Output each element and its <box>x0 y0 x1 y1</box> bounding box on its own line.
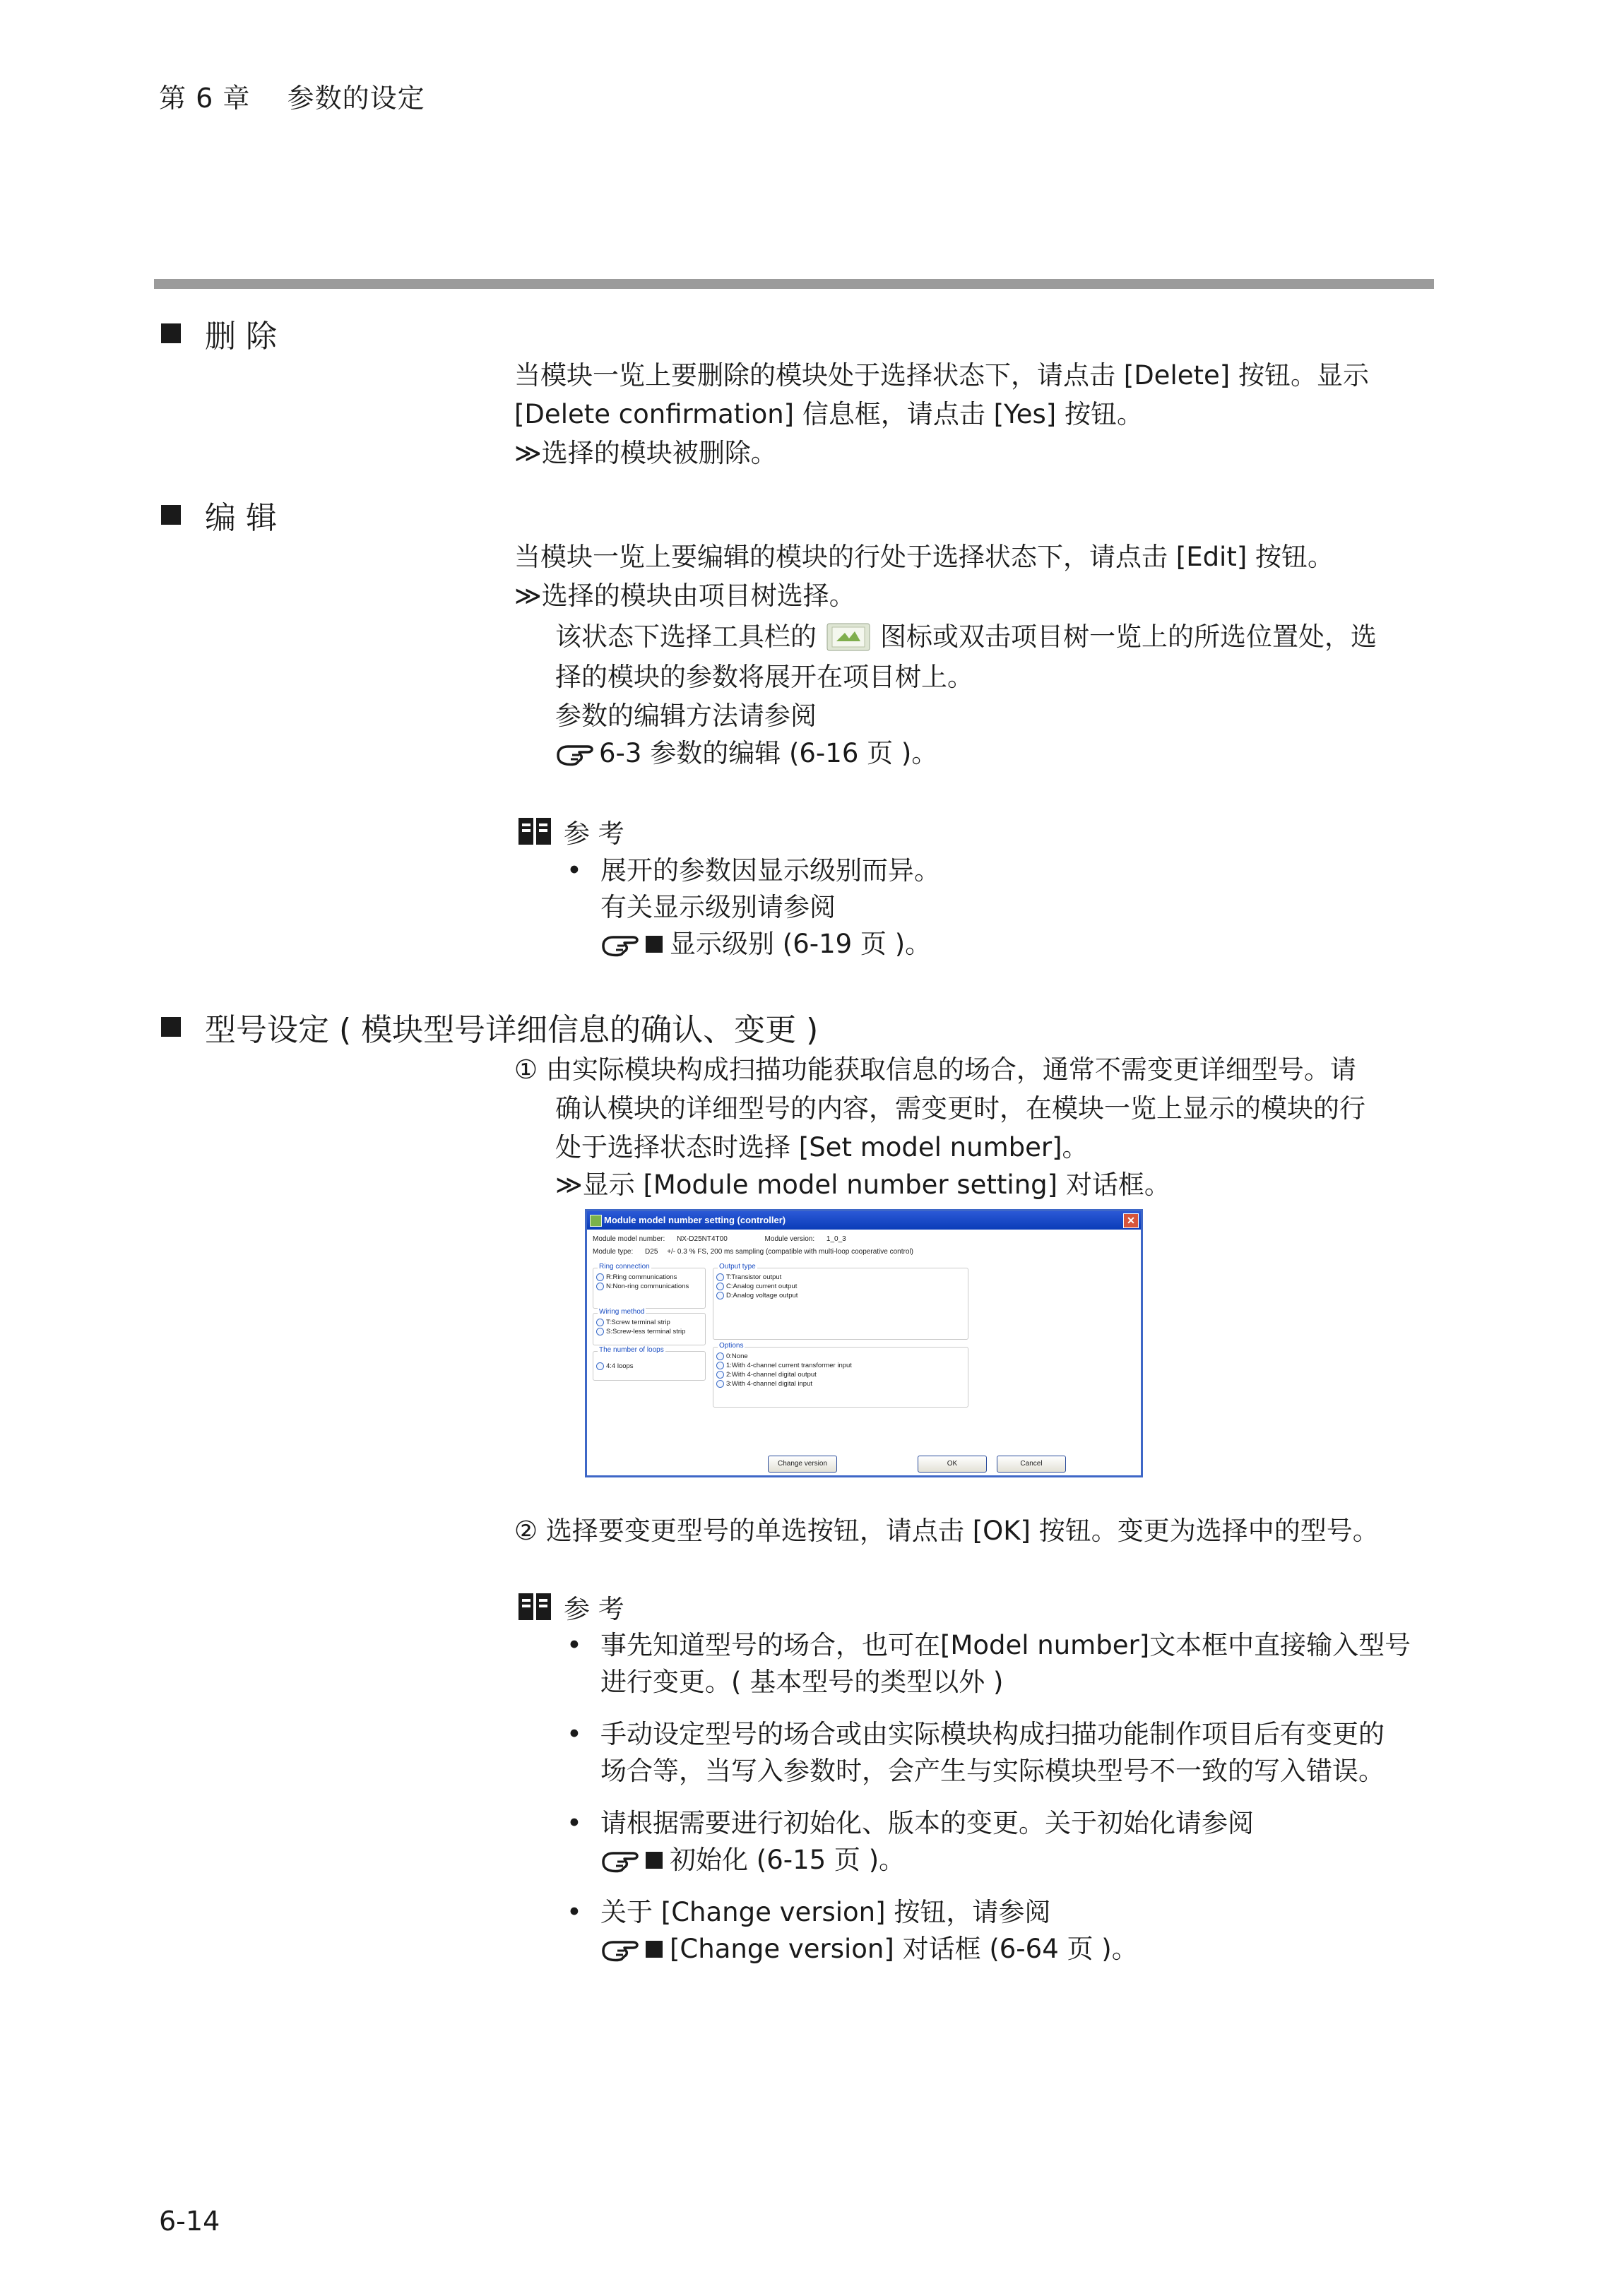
pointing-hand-icon <box>600 930 640 957</box>
edit-line-5: 参数的编辑方法请参阅 <box>555 701 817 731</box>
edit-line-1: 当模块一览上要编辑的模块的行处于选择状态下，请点击 [Edit] 按钮。 <box>514 542 1334 572</box>
pointing-hand-icon <box>600 1935 640 1962</box>
model-note-b3-ref-link[interactable] <box>600 1841 905 1879</box>
close-button[interactable]: ✕ <box>1123 1213 1139 1228</box>
model-step2: ② 选择要变更型号的单选按钮，请点击 [OK] 按钮。变更为选择中的型号。 <box>514 1516 1379 1546</box>
square-bullet-icon <box>161 505 181 525</box>
section-model-title: 型号设定 ( 模块型号详细信息的确认、变更 ) <box>205 1012 819 1048</box>
loops-radio-4[interactable]: 4:4 loops <box>596 1362 634 1371</box>
edit-line-3 <box>555 618 1377 656</box>
ring-radio-n[interactable]: N:Non-ring communications <box>596 1282 689 1291</box>
edit-line-2: ≫选择的模块由项目树选择。 <box>514 581 855 611</box>
delete-line-1: 当模块一览上要删除的模块处于选择状态下，请点击 [Delete] 按钮。显示 <box>514 360 1369 391</box>
wiring-radio-t[interactable]: T:Screw terminal strip <box>596 1318 685 1327</box>
model-note-bullet-3: • <box>567 1808 582 1838</box>
book-icon <box>517 815 552 847</box>
dialog-title: Module model number setting (controller) <box>604 1215 786 1225</box>
model-note-b1-line-1: 事先知道型号的场合，也可在[Model number]文本框中直接输入型号 <box>600 1630 1411 1660</box>
cancel-button[interactable]: Cancel <box>997 1456 1066 1473</box>
section-model-heading <box>161 1004 818 1049</box>
square-bullet-icon <box>161 323 181 343</box>
model-note-b4-ref-link[interactable] <box>600 1930 1138 1968</box>
section-edit-title: 编 辑 <box>205 500 277 536</box>
ring-connection-group <box>593 1263 706 1309</box>
dialog-body <box>587 1230 1141 1475</box>
output-radio-c[interactable]: C:Analog current output <box>716 1282 798 1291</box>
square-bullet-icon <box>646 1941 663 1958</box>
pointing-hand-icon <box>555 739 595 766</box>
options-radio-1[interactable]: 1:With 4-channel current transformer input <box>716 1361 852 1370</box>
model-note-b3-ref-text: 初始化 (6-15 页 )。 <box>670 1845 906 1875</box>
model-step1-line-1: ① 由实际模块构成扫描功能获取信息的场合，通常不需变更详细型号。请 <box>514 1054 1356 1085</box>
model-note-b1-line-2: 进行变更。( 基本型号的类型以外 ) <box>600 1667 1004 1697</box>
app-icon <box>590 1215 602 1227</box>
section-divider <box>154 279 1434 289</box>
section-delete-title: 删 除 <box>205 319 277 355</box>
module-type-value: D25 <box>645 1248 658 1256</box>
module-type-desc: +/- 0.3 % FS, 200 ms sampling (compatible with multi-loop cooperative control) <box>667 1248 913 1256</box>
options-group <box>713 1342 968 1408</box>
chapter-header: 第 6 章 参数的设定 <box>159 83 425 114</box>
delete-line-2: [Delete confirmation] 信息框，请点击 [Yes] 按钮。 <box>514 399 1143 429</box>
edit-ref-text: 6-3 参数的编辑 (6-16 页 )。 <box>599 738 938 768</box>
square-bullet-icon <box>161 1017 181 1037</box>
model-note-heading <box>517 1588 624 1626</box>
output-radio-t[interactable]: T:Transistor output <box>716 1273 798 1282</box>
model-note-b2-line-1: 手动设定型号的场合或由实际模块构成扫描功能制作项目后有变更的 <box>600 1719 1385 1749</box>
model-note-bullet-4: • <box>567 1897 582 1927</box>
edit-note-title: 参 考 <box>564 819 624 849</box>
loops-title: The number of loops <box>599 1346 664 1354</box>
output-type-title: Output type <box>719 1263 756 1271</box>
module-type-label: Module type: <box>593 1248 634 1256</box>
model-number-value: NX-D25NT4T00 <box>677 1235 728 1243</box>
wiring-method-title: Wiring method <box>599 1308 645 1316</box>
model-step1-line-2: 确认模块的详细型号的内容，需变更时，在模块一览上显示的模块的行 <box>555 1093 1365 1124</box>
edit-note-bullet: • <box>567 855 582 886</box>
model-note-bullet-2: • <box>567 1719 582 1749</box>
edit-line-3b: 图标或双击项目树一览上的所选位置处，选 <box>880 621 1377 652</box>
module-version-label: Module version: <box>764 1235 815 1243</box>
edit-note-line-1: 展开的参数因显示级别而异。 <box>600 855 940 886</box>
loops-group <box>593 1346 706 1381</box>
edit-note-heading <box>517 812 624 850</box>
module-version-value: 1_0_3 <box>826 1235 846 1243</box>
edit-line-3a: 该状态下选择工具栏的 <box>555 621 817 652</box>
model-note-title: 参 考 <box>564 1594 624 1624</box>
model-note-b2-line-2: 场合等，当写入参数时，会产生与实际模块型号不一致的写入错误。 <box>600 1756 1385 1786</box>
model-note-b4-line-1: 关于 [Change version] 按钮，请参阅 <box>600 1897 1051 1927</box>
model-step1-line-4: ≫显示 [Module model number setting] 对话框。 <box>555 1170 1170 1200</box>
model-step1-line-3: 处于选择状态时选择 [Set model number]。 <box>555 1132 1089 1162</box>
page-number: 6-14 <box>159 2206 220 2237</box>
dialog-titlebar <box>587 1211 1141 1230</box>
square-bullet-icon <box>646 936 663 953</box>
model-note-b3-line-1: 请根据需要进行初始化、版本的变更。关于初始化请参阅 <box>600 1808 1254 1838</box>
edit-note-ref-text: 显示级别 (6-19 页 )。 <box>670 929 932 959</box>
ring-radio-r[interactable]: R:Ring communications <box>596 1273 689 1282</box>
edit-ref-link[interactable] <box>555 734 937 773</box>
ring-connection-title: Ring connection <box>599 1263 650 1271</box>
model-number-label: Module model number: <box>593 1235 665 1243</box>
output-radio-d[interactable]: D:Analog voltage output <box>716 1291 798 1300</box>
options-radio-2[interactable]: 2:With 4-channel digital output <box>716 1370 852 1379</box>
wiring-radio-s[interactable]: S:Screw-less terminal strip <box>596 1327 685 1336</box>
ok-button[interactable]: OK <box>918 1456 987 1473</box>
options-radio-0[interactable]: 0:None <box>716 1352 852 1361</box>
change-version-button[interactable]: Change version <box>768 1456 837 1473</box>
model-note-b4-ref-text: [Change version] 对话框 (6-64 页 )。 <box>670 1934 1138 1964</box>
expand-parameter-toolbar-icon <box>826 623 870 651</box>
module-type-row <box>593 1248 913 1256</box>
square-bullet-icon <box>646 1852 663 1869</box>
model-number-row <box>593 1235 846 1243</box>
output-type-group <box>713 1263 968 1340</box>
module-model-number-dialog <box>585 1209 1143 1477</box>
book-icon <box>517 1590 552 1623</box>
section-edit-heading <box>161 492 277 537</box>
options-title: Options <box>719 1342 744 1350</box>
model-note-bullet-1: • <box>567 1630 582 1660</box>
section-delete-heading <box>161 311 277 356</box>
wiring-method-group <box>593 1308 706 1345</box>
delete-line-3: ≫选择的模块被删除。 <box>514 438 777 468</box>
edit-line-4: 择的模块的参数将展开在项目树上。 <box>555 662 973 692</box>
options-radio-3[interactable]: 3:With 4-channel digital input <box>716 1379 852 1388</box>
edit-note-line-2: 有关显示级别请参阅 <box>600 892 836 922</box>
edit-note-ref-link[interactable] <box>600 925 931 963</box>
pointing-hand-icon <box>600 1846 640 1873</box>
